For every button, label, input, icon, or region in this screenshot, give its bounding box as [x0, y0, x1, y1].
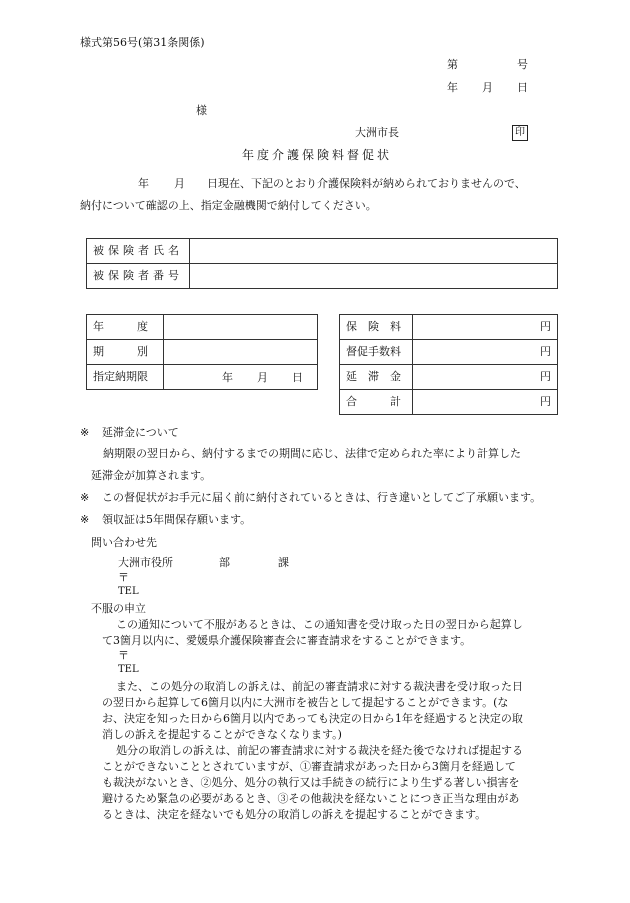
appeal-paragraph-3: 処分の取消しの訴えは、前記の審査請求に対する裁決を経た後でなければ提起する ことができないこととされていますが、①審査請求があった日から3箇月を経過して も裁決がないとき、②処分、処分の執行又は手続きの続行により生ずる著しい損害を 避けるため緊急の必要があるとき、③その他裁決を経ないことにつき正当な理由があ るときは、決定を経ないでも処分の取消しの訴えを提起することができます。 — [102, 744, 523, 821]
premium-label: 保 険 料 — [340, 315, 413, 340]
note-mark: ※ — [80, 513, 90, 526]
period-table — [86, 314, 318, 390]
seal-mark: 印 — [512, 125, 528, 141]
intro-month: 月 — [174, 177, 185, 190]
deadline-year: 年 — [222, 371, 233, 384]
contact-title: 問い合わせ先 — [91, 536, 157, 549]
total-label: 合 計 — [340, 390, 413, 415]
appeal-paragraph-2: また、この処分の取消しの訴えは、前記の審査請求に対する裁決書を受け取った日 の翌日から起算して6箇月以内に大洲市を被告として提起することができます。(な お、決定を知った日から6箇月以内であっても決定の日から1年を経過すると決定の取 消しの訴えを提起することができなくなります。) — [102, 680, 523, 741]
intro-year: 年 — [138, 177, 149, 190]
late-fee-label: 延 滞 金 — [340, 365, 413, 390]
insured-name-label: 被保険者氏名 — [87, 239, 190, 264]
late-fee-line-1: 納期限の翌日から、納付するまでの期間に応じ、法律で定められた率により計算した — [103, 447, 521, 460]
form-number: 様式第56号(第31条関係) — [80, 36, 205, 49]
sender-name: 大洲市長 — [355, 126, 399, 139]
date-year: 年 — [447, 81, 458, 94]
receipt-note: 領収証は5年間保存願います。 — [102, 513, 252, 526]
appeal-paragraph-1: この通知について不服があるときは、この通知書を受け取った日の翌日から起算し て3箇月以内に、愛媛県介護保険審査会に審査請求をすることができます。 — [102, 618, 523, 647]
date-day: 日 — [517, 81, 528, 94]
deadline-month: 月 — [257, 371, 268, 384]
appeal-title: 不服の申立 — [91, 602, 146, 615]
deadline-field[interactable] — [164, 365, 318, 390]
intro-line-1: 日現在、下記のとおり介護保険料が納められておりませんので、 — [207, 177, 526, 190]
period-label: 期 別 — [87, 340, 164, 365]
deadline-label: 指定納期限 — [87, 365, 164, 390]
note-mark: ※ — [80, 491, 90, 504]
late-fee-title: 延滞金について — [102, 426, 179, 439]
total-field[interactable]: 円 — [413, 390, 558, 415]
number-prefix: 第 — [447, 58, 458, 71]
contact-section: 課 — [278, 556, 289, 569]
contact-tel: TEL — [118, 586, 139, 597]
prepaid-note: この督促状がお手元に届く前に納付されているときは、行き違いとしてご了承願います。 — [102, 491, 542, 504]
date-month: 月 — [482, 81, 493, 94]
insured-table — [86, 238, 558, 289]
insured-number-label: 被保険者番号 — [87, 264, 190, 289]
contact-postal: 〒 — [118, 571, 129, 584]
late-fee-field[interactable]: 円 — [413, 365, 558, 390]
insured-number-field[interactable] — [190, 264, 558, 289]
addressee-suffix: 様 — [196, 104, 207, 117]
insured-name-field[interactable] — [190, 239, 558, 264]
contact-dept: 部 — [219, 556, 230, 569]
deadline-day: 日 — [292, 371, 303, 384]
contact-office: 大洲市役所 — [118, 556, 173, 569]
intro-line-2: 納付について確認の上、指定金融機関で納付してください。 — [80, 199, 377, 212]
appeal-postal: 〒 — [118, 649, 129, 662]
reminder-fee-field[interactable]: 円 — [413, 340, 558, 365]
document-title: 年度介護保険料督促状 — [242, 148, 393, 162]
period-field[interactable] — [164, 340, 318, 365]
amount-table — [339, 314, 558, 415]
appeal-tel: TEL — [118, 664, 139, 675]
premium-field[interactable]: 円 — [413, 315, 558, 340]
fiscal-year-field[interactable] — [164, 315, 318, 340]
note-mark: ※ — [80, 426, 90, 439]
number-suffix: 号 — [517, 58, 528, 71]
fiscal-year-label: 年 度 — [87, 315, 164, 340]
late-fee-line-2: 延滞金が加算されます。 — [91, 469, 212, 482]
reminder-fee-label: 督促手数料 — [340, 340, 413, 365]
